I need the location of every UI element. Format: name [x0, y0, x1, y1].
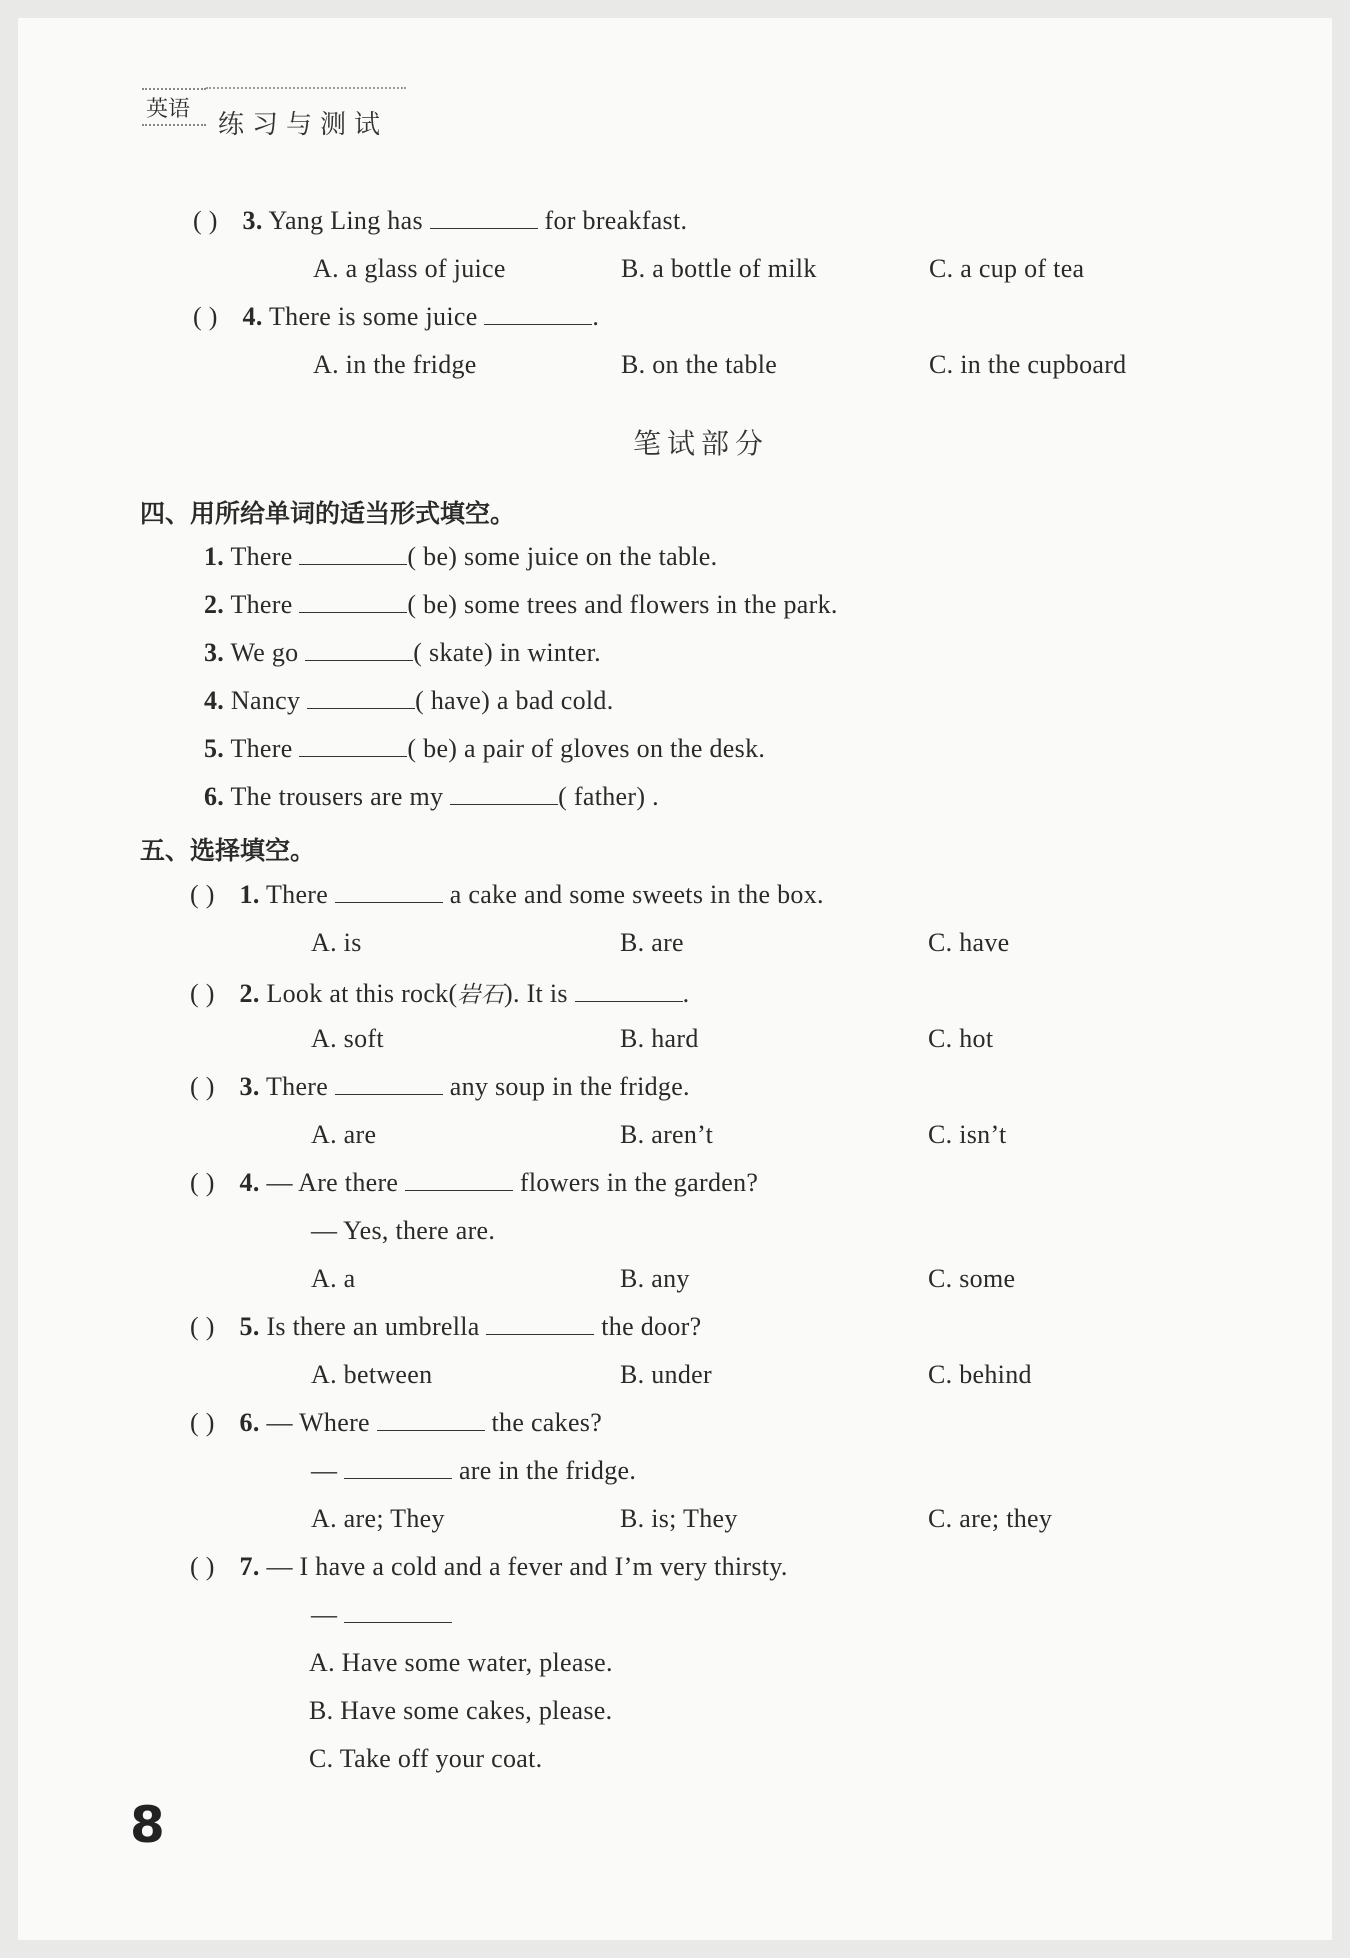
item-number: 2.	[204, 590, 225, 619]
answer-blank	[299, 734, 407, 757]
question-stem-end: for breakfast.	[544, 206, 688, 235]
chinese-gloss: 岩石	[457, 982, 505, 1008]
question-number: 7.	[239, 1552, 260, 1581]
section5-title: 五、选择填空。	[140, 836, 316, 865]
choice-q5	[190, 1312, 701, 1342]
item-text: We go	[230, 638, 299, 667]
dash: —	[311, 1600, 338, 1629]
response-line	[311, 1600, 452, 1630]
fill-item-2	[204, 590, 838, 620]
question-number: 3.	[242, 206, 263, 235]
option-a: A. a	[311, 1264, 356, 1293]
answer-paren: ( )	[190, 1552, 215, 1581]
choice-q4	[190, 1168, 758, 1198]
page-number: 8	[130, 1796, 165, 1854]
question-number: 3.	[239, 1072, 260, 1101]
fill-item-1	[204, 542, 717, 572]
option-b: B. aren’t	[620, 1120, 714, 1149]
answer-blank	[450, 782, 558, 805]
option-b: B. under	[620, 1360, 712, 1389]
q-listen-3	[193, 206, 687, 236]
answer-blank	[344, 1456, 452, 1479]
answer-paren: ( )	[190, 1312, 215, 1341]
option-a: A. soft	[311, 1024, 384, 1053]
header-dotted-line	[206, 87, 406, 89]
answer-paren: ( )	[190, 979, 215, 1008]
question-stem-end: .	[592, 302, 600, 331]
choice-q6	[190, 1408, 602, 1438]
item-text: There	[230, 590, 293, 619]
fill-item-4	[204, 686, 614, 716]
option-c: C. behind	[928, 1360, 1032, 1389]
item-number: 5.	[204, 734, 225, 763]
option-b: B. hard	[620, 1024, 699, 1053]
question-stem: Is there an umbrella	[266, 1312, 480, 1341]
answer-blank	[405, 1168, 513, 1191]
response-text: are in the fridge.	[458, 1456, 637, 1485]
option-b: B. any	[620, 1264, 690, 1293]
answer-paren: ( )	[193, 302, 218, 331]
option-c: C. hot	[928, 1024, 994, 1053]
item-number: 4.	[204, 686, 225, 715]
item-hint: ( skate) in winter.	[413, 638, 601, 667]
dash: —	[311, 1456, 338, 1485]
option-a: A. between	[311, 1360, 433, 1389]
option-c: C. a cup of tea	[929, 254, 1085, 283]
choice-q3	[190, 1072, 690, 1102]
answer-blank	[575, 979, 683, 1002]
option-a: A. Have some water, please.	[309, 1648, 613, 1677]
answer-blank	[335, 880, 443, 903]
option-b: B. a bottle of milk	[621, 254, 817, 283]
option-b: B. are	[620, 928, 684, 957]
answer-paren: ( )	[190, 1168, 215, 1197]
option-c: C. in the cupboard	[929, 350, 1127, 379]
question-stem-end: the cakes?	[491, 1408, 603, 1437]
section4-title: 四、用所给单词的适当形式填空。	[140, 499, 516, 528]
answer-paren: ( )	[190, 880, 215, 909]
item-hint: ( father) .	[558, 782, 659, 811]
question-stem-end: flowers in the garden?	[519, 1168, 759, 1197]
option-c: C. isn’t	[928, 1120, 1007, 1149]
answer-blank	[377, 1408, 485, 1431]
question-stem: There	[265, 1072, 329, 1101]
item-hint: ( be) some trees and flowers in the park.	[407, 590, 838, 619]
worksheet-page	[18, 18, 1332, 1940]
option-c: C. Take off your coat.	[309, 1744, 543, 1773]
question-number: 4.	[242, 302, 263, 331]
question-number: 4.	[239, 1168, 260, 1197]
question-stem-end: the door?	[601, 1312, 702, 1341]
item-number: 3.	[204, 638, 225, 667]
answer-blank	[430, 206, 538, 229]
option-b: B. on the table	[621, 350, 778, 379]
choice-q7	[190, 1552, 788, 1582]
answer-paren: ( )	[190, 1408, 215, 1437]
item-text: There	[230, 734, 293, 763]
question-stem: Yang Ling has	[268, 206, 423, 235]
answer-blank	[335, 1072, 443, 1095]
question-stem: — Where	[266, 1408, 370, 1437]
item-number: 1.	[204, 542, 225, 571]
answer-blank	[486, 1312, 594, 1335]
item-hint: ( be) a pair of gloves on the desk.	[407, 734, 766, 763]
fill-item-5	[204, 734, 765, 764]
question-stem-end: a cake and some sweets in the box.	[449, 880, 824, 909]
option-b: B. Have some cakes, please.	[309, 1696, 613, 1725]
section-heading: 笔试部分	[633, 427, 770, 460]
question-stem: There is some juice	[268, 302, 478, 331]
answer-blank	[307, 686, 415, 709]
item-hint: ( be) some juice on the table.	[407, 542, 718, 571]
response-line	[311, 1456, 636, 1486]
question-stem-mid: ). It is	[504, 979, 568, 1008]
question-stem: — I have a cold and a fever and I’m very thirsty.	[266, 1552, 788, 1581]
option-c: C. are; they	[928, 1504, 1053, 1533]
question-number: 5.	[239, 1312, 260, 1341]
answer-paren: ( )	[193, 206, 218, 235]
item-hint: ( have) a bad cold.	[415, 686, 614, 715]
response-line: — Yes, there are.	[311, 1216, 496, 1245]
item-text: The trousers are my	[230, 782, 444, 811]
option-b: B. is; They	[620, 1504, 738, 1533]
option-a: A. in the fridge	[313, 350, 477, 379]
item-text: Nancy	[230, 686, 301, 715]
question-stem-end: .	[682, 979, 690, 1008]
choice-q1	[190, 880, 824, 910]
question-number: 6.	[239, 1408, 260, 1437]
option-a: A. a glass of juice	[313, 254, 506, 283]
question-stem: — Are there	[266, 1168, 399, 1197]
item-number: 6.	[204, 782, 225, 811]
answer-blank	[299, 590, 407, 613]
fill-item-6	[204, 782, 659, 812]
item-text: There	[230, 542, 293, 571]
answer-blank	[299, 542, 407, 565]
answer-blank	[484, 302, 592, 325]
q-listen-4	[193, 302, 599, 332]
option-c: C. have	[928, 928, 1010, 957]
option-c: C. some	[928, 1264, 1016, 1293]
question-number: 1.	[239, 880, 260, 909]
book-title: 练习与测试	[218, 110, 389, 140]
option-a: A. are; They	[311, 1504, 445, 1533]
fill-item-3	[204, 638, 601, 668]
option-a: A. are	[311, 1120, 377, 1149]
choice-q2	[190, 976, 689, 1009]
option-a: A. is	[311, 928, 362, 957]
question-number: 2.	[239, 979, 260, 1008]
answer-blank	[305, 638, 413, 661]
answer-paren: ( )	[190, 1072, 215, 1101]
question-stem-end: any soup in the fridge.	[449, 1072, 690, 1101]
answer-blank	[344, 1600, 452, 1623]
subject-label: 英语	[146, 97, 191, 122]
question-stem: Look at this rock(	[266, 979, 458, 1008]
question-stem: There	[265, 880, 329, 909]
